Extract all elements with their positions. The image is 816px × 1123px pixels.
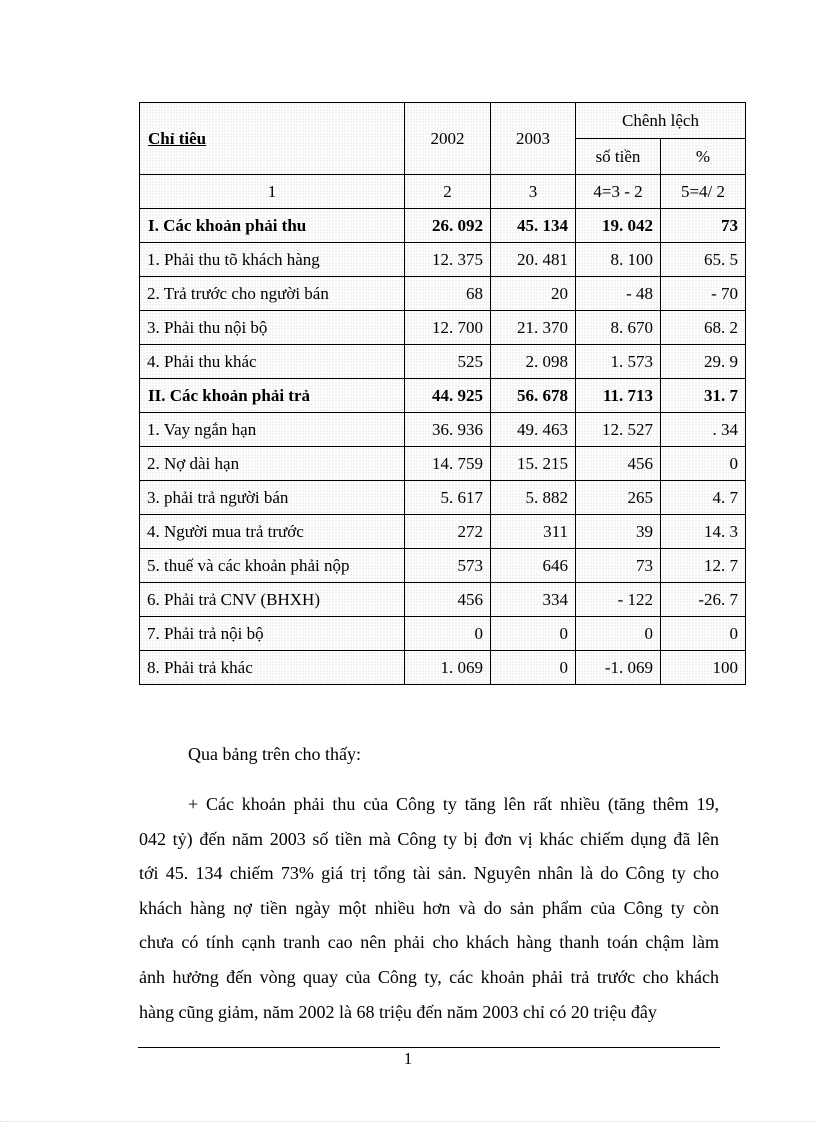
paragraph-line: tới 45. 134 chiếm 73% giá trị tổng tài sản. Nguyên nhân là do Công ty cho	[139, 863, 719, 884]
row-label: 3. Phải thu nội bộ	[140, 311, 405, 345]
paragraph-line: khách hàng nợ tiền ngày một nhiều hơn và do sản phẩm của Công ty còn	[139, 897, 719, 918]
difference-amount: 8. 100	[576, 243, 661, 277]
row-label: 1. Phải thu tõ khách hàng	[140, 243, 405, 277]
difference-amount: 0	[576, 617, 661, 651]
difference-amount: 12. 527	[576, 413, 661, 447]
difference-percent: 0	[661, 617, 746, 651]
table-row	[140, 209, 746, 243]
difference-amount: - 48	[576, 277, 661, 311]
row-label: 5. thuế và các khoản phải nộp	[140, 549, 405, 583]
value-2002: 12. 375	[405, 243, 491, 277]
difference-percent: 12. 7	[661, 549, 746, 583]
row-label: 7. Phải trả nội bộ	[140, 617, 405, 651]
paragraph-line: 042 tỷ) đến năm 2003 số tiền mà Công ty bị đơn vị khác chiếm dụng đã lên	[139, 828, 719, 849]
difference-amount: 1. 573	[576, 345, 661, 379]
table-row	[140, 583, 746, 617]
difference-amount: -1. 069	[576, 651, 661, 685]
difference-percent: 14. 3	[661, 515, 746, 549]
difference-percent: . 34	[661, 413, 746, 447]
header-amount: số tiền	[576, 139, 661, 175]
value-2003: 0	[491, 651, 576, 685]
difference-amount: 73	[576, 549, 661, 583]
table-row	[140, 379, 746, 413]
difference-percent: - 70	[661, 277, 746, 311]
header-year-2002: 2002	[405, 103, 491, 175]
row-label: 4. Người mua trả trước	[140, 515, 405, 549]
value-2002: 0	[405, 617, 491, 651]
difference-amount: 19. 042	[576, 209, 661, 243]
value-2002: 44. 925	[405, 379, 491, 413]
row-label: 2. Trả trước cho người bán	[140, 277, 405, 311]
header-difference: Chênh lệch	[576, 103, 746, 139]
table-body	[140, 103, 746, 685]
value-2003: 646	[491, 549, 576, 583]
difference-percent: 100	[661, 651, 746, 685]
value-2002: 1. 069	[405, 651, 491, 685]
value-2002: 272	[405, 515, 491, 549]
difference-amount: 265	[576, 481, 661, 515]
value-2003: 311	[491, 515, 576, 549]
value-2003: 49. 463	[491, 413, 576, 447]
value-2002: 26. 092	[405, 209, 491, 243]
header-indicator: Chỉ tiêu	[140, 103, 405, 175]
value-2003: 45. 134	[491, 209, 576, 243]
header-percent: %	[661, 139, 746, 175]
paragraph-line: ảnh hưởng đến vòng quay của Công ty, các khoản phải trả trước cho khách	[139, 966, 719, 987]
difference-percent: -26. 7	[661, 583, 746, 617]
analysis-intro: Qua bảng trên cho thấy:	[188, 744, 361, 764]
analysis-paragraph	[139, 787, 719, 1029]
table-row	[140, 243, 746, 277]
column-index-4: 4=3 - 2	[576, 175, 661, 209]
value-2003: 20. 481	[491, 243, 576, 277]
receivables-payables-table-wrap	[139, 102, 745, 685]
column-index-row	[140, 175, 746, 209]
paragraph-line: + Các khoản phải thu của Công ty tăng lên rất nhiều (tăng thêm 19,	[188, 794, 719, 814]
table-row	[140, 481, 746, 515]
value-2003: 334	[491, 583, 576, 617]
column-index-2: 2	[405, 175, 491, 209]
value-2003: 20	[491, 277, 576, 311]
paragraph-line: hàng cũng giảm, năm 2002 là 68 triệu đến năm 2003 chỉ có 20 triệu đây	[139, 1001, 657, 1022]
header-year-2003: 2003	[491, 103, 576, 175]
value-2002: 12. 700	[405, 311, 491, 345]
page-number: 1	[403, 1049, 413, 1068]
value-2002: 456	[405, 583, 491, 617]
difference-amount: 39	[576, 515, 661, 549]
difference-percent: 0	[661, 447, 746, 481]
difference-amount: 456	[576, 447, 661, 481]
value-2003: 56. 678	[491, 379, 576, 413]
row-label: 8. Phải trả khác	[140, 651, 405, 685]
table-row	[140, 549, 746, 583]
table-row	[140, 515, 746, 549]
value-2003: 2. 098	[491, 345, 576, 379]
table-row	[140, 413, 746, 447]
value-2002: 525	[405, 345, 491, 379]
column-index-3: 3	[491, 175, 576, 209]
table-row	[140, 345, 746, 379]
row-label: 4. Phải thu khác	[140, 345, 405, 379]
value-2002: 14. 759	[405, 447, 491, 481]
difference-amount: 11. 713	[576, 379, 661, 413]
difference-amount: - 122	[576, 583, 661, 617]
difference-percent: 68. 2	[661, 311, 746, 345]
difference-percent: 4. 7	[661, 481, 746, 515]
row-label: 2. Nợ dài hạn	[140, 447, 405, 481]
value-2002: 36. 936	[405, 413, 491, 447]
value-2002: 5. 617	[405, 481, 491, 515]
difference-amount: 8. 670	[576, 311, 661, 345]
value-2003: 21. 370	[491, 311, 576, 345]
receivables-payables-table	[139, 102, 746, 685]
footer-divider	[138, 1047, 720, 1048]
value-2002: 68	[405, 277, 491, 311]
difference-percent: 73	[661, 209, 746, 243]
value-2002: 573	[405, 549, 491, 583]
row-label: 1. Vay ngắn hạn	[140, 413, 405, 447]
table-row	[140, 311, 746, 345]
column-index-1: 1	[140, 175, 405, 209]
difference-percent: 29. 9	[661, 345, 746, 379]
value-2003: 0	[491, 617, 576, 651]
page-edge-dotted-line	[0, 1121, 816, 1122]
row-label: 3. phải trả người bán	[140, 481, 405, 515]
table-row	[140, 447, 746, 481]
table-row	[140, 651, 746, 685]
value-2003: 5. 882	[491, 481, 576, 515]
row-label: 6. Phải trả CNV (BHXH)	[140, 583, 405, 617]
header-row-top	[140, 103, 746, 139]
row-label: II. Các khoản phải trả	[140, 379, 405, 413]
difference-percent: 31. 7	[661, 379, 746, 413]
paragraph-line: chưa có tính cạnh tranh cao nên phải cho khách hàng thanh toán chậm làm	[139, 932, 719, 953]
column-index-5: 5=4/ 2	[661, 175, 746, 209]
row-label: I. Các khoản phải thu	[140, 209, 405, 243]
difference-percent: 65. 5	[661, 243, 746, 277]
value-2003: 15. 215	[491, 447, 576, 481]
table-row	[140, 277, 746, 311]
table-row	[140, 617, 746, 651]
